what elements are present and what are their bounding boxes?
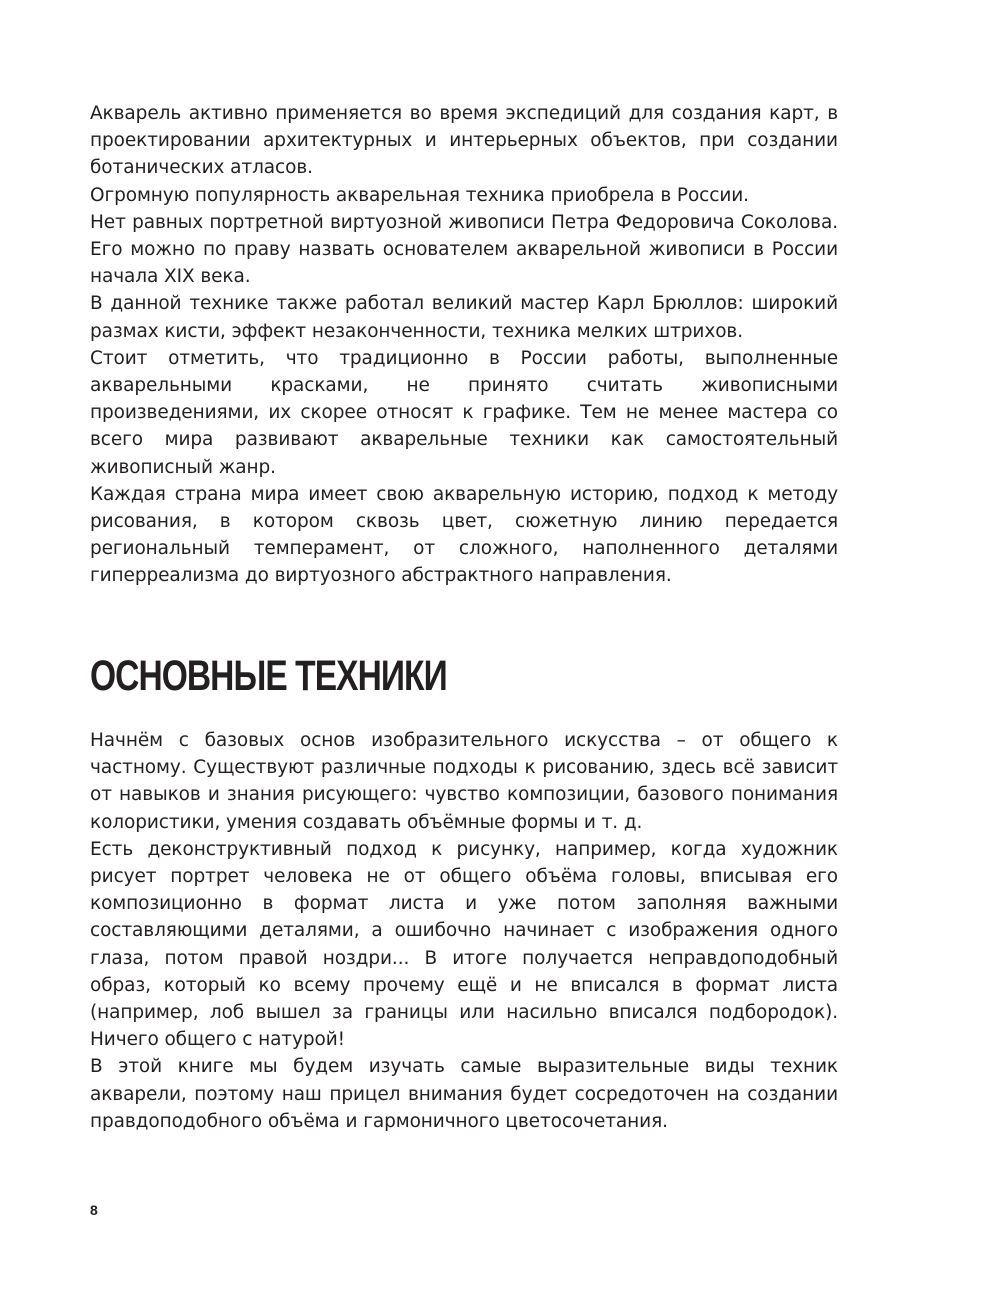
intro-paragraph-3: Нет равных портретной виртуозной живописи Петра Федоровича Соколова. Его можно по праву назвать основателем акварельной живописи в России начала XIX века.: [90, 211, 838, 288]
techniques-text: [90, 727, 838, 1135]
intro-paragraph-6: Каждая страна мира имеет свою акварельную историю, подход к методу рисования, в котором сквозь цвет, сюжетную линию передается региональный темперамент, от сложного, наполненного деталями гиперреализма до виртуозного абстрактного направления.: [90, 483, 838, 587]
intro-paragraph-1: Акварель активно применяется во время экспедиций для создания карт, в проектировании архитектурных и интерьерных объектов, при создании ботанических атласов.: [90, 103, 838, 179]
intro-text: [90, 100, 838, 590]
techniques-paragraph-2: Есть деконструктивный подход к рисунку, например, когда художник рисует портрет человека не от общего объёма головы, вписывая его композиционно в формат листа и уже потом заполняя важными составляющими деталями, а ошибочно начинает с изображения одного глаза, потом правой ноздри... В итоге получается неправдоподобный образ, который ко всему прочему ещё и не вписался в формат листа (например, лоб вышел за границы или насильно вписался подбородок). Ничего общего с натурой!: [90, 838, 838, 1051]
techniques-paragraph-3: В этой книге мы будем изучать самые выразительные виды техник акварели, поэтому наш прицел внимания будет сосредоточен на создании правдоподобного объёма и гармоничного цветосочетания.: [90, 1056, 838, 1132]
intro-paragraph-2: Огромную популярность акварельная техника приобрела в России.: [90, 184, 749, 206]
section-heading: ОСНОВНЫЕ ТЕХНИКИ: [90, 652, 447, 700]
page-number: 8: [90, 1202, 98, 1218]
intro-paragraph-4: В данной технике также работал великий мастер Карл Брюллов: широкий размах кисти, эффект незаконченности, техника мелких штрихов.: [90, 293, 838, 342]
techniques-paragraph-1: Начнём с базовых основ изобразительного искусства – от общего к частному. Существуют различные подходы к рисованию, здесь всё зависит от навыков и знания рисующего: чувство композиции, базового понимания колористики, умения создавать объёмные формы и т. д.: [90, 730, 838, 833]
intro-paragraph-5: Стоит отметить, что традиционно в России работы, выполненные акварельными красками, не принято считать живописными произведениями, их скорее относят к графике. Тем не менее мастера со всего мира развивают акварельные техники как самостоятельный живописный жанр.: [90, 347, 838, 478]
